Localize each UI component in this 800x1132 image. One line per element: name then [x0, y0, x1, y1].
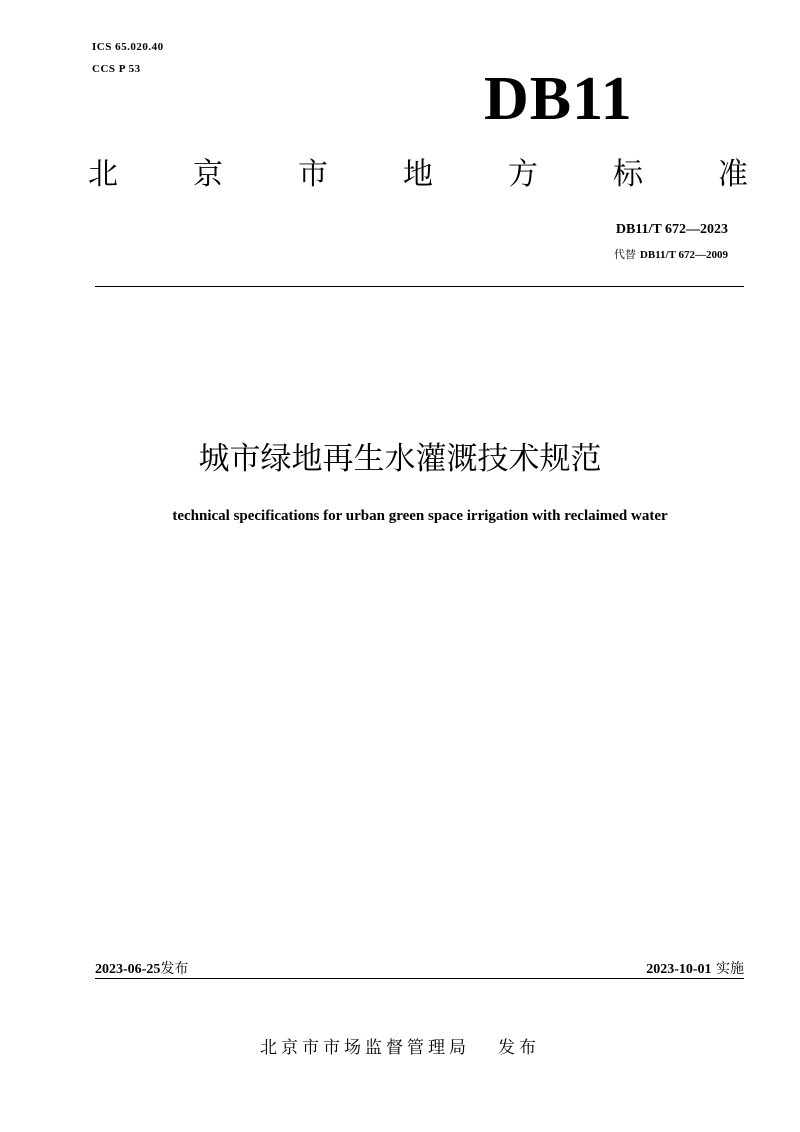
replaces-line [614, 246, 728, 262]
publisher-action: 发布 [498, 1038, 540, 1058]
implementation-date-line [646, 958, 744, 978]
replaces-number: DB11/T 672—2009 [639, 249, 728, 261]
db11-logo: DB11 [484, 65, 633, 133]
title-chinese: 城市绿地再生水灌溉技术规范 [198, 441, 602, 477]
header-divider [95, 286, 744, 287]
publisher-line [0, 1033, 800, 1058]
issue-date-line [95, 958, 188, 978]
issue-label: 发布 [160, 961, 189, 977]
standard-number: DB11/T 672—2023 [615, 222, 728, 237]
replaces-label: 代替 [613, 248, 636, 261]
ccs-code: CCS P 53 [92, 63, 141, 75]
standard-category-char: 京 [193, 157, 223, 192]
standard-category-char: 地 [403, 157, 433, 192]
standard-category-char: 标 [613, 157, 643, 192]
title-english: technical specifications for urban green space irrigation with reclaimed water [172, 508, 668, 524]
standard-category [88, 155, 748, 195]
standard-category-char: 市 [298, 157, 328, 192]
ics-code: ICS 65.020.40 [92, 41, 164, 53]
standard-category-char: 北 [88, 157, 118, 192]
publisher-name: 北京市市场监督管理局 [260, 1038, 470, 1058]
standard-category-char: 方 [508, 157, 538, 192]
implementation-label: 实施 [716, 961, 744, 977]
issue-date: 2023-06-25 [95, 962, 161, 977]
standard-category-char: 准 [718, 157, 748, 192]
footer-divider [95, 978, 744, 979]
implementation-date: 2023-10-01 [646, 962, 712, 977]
